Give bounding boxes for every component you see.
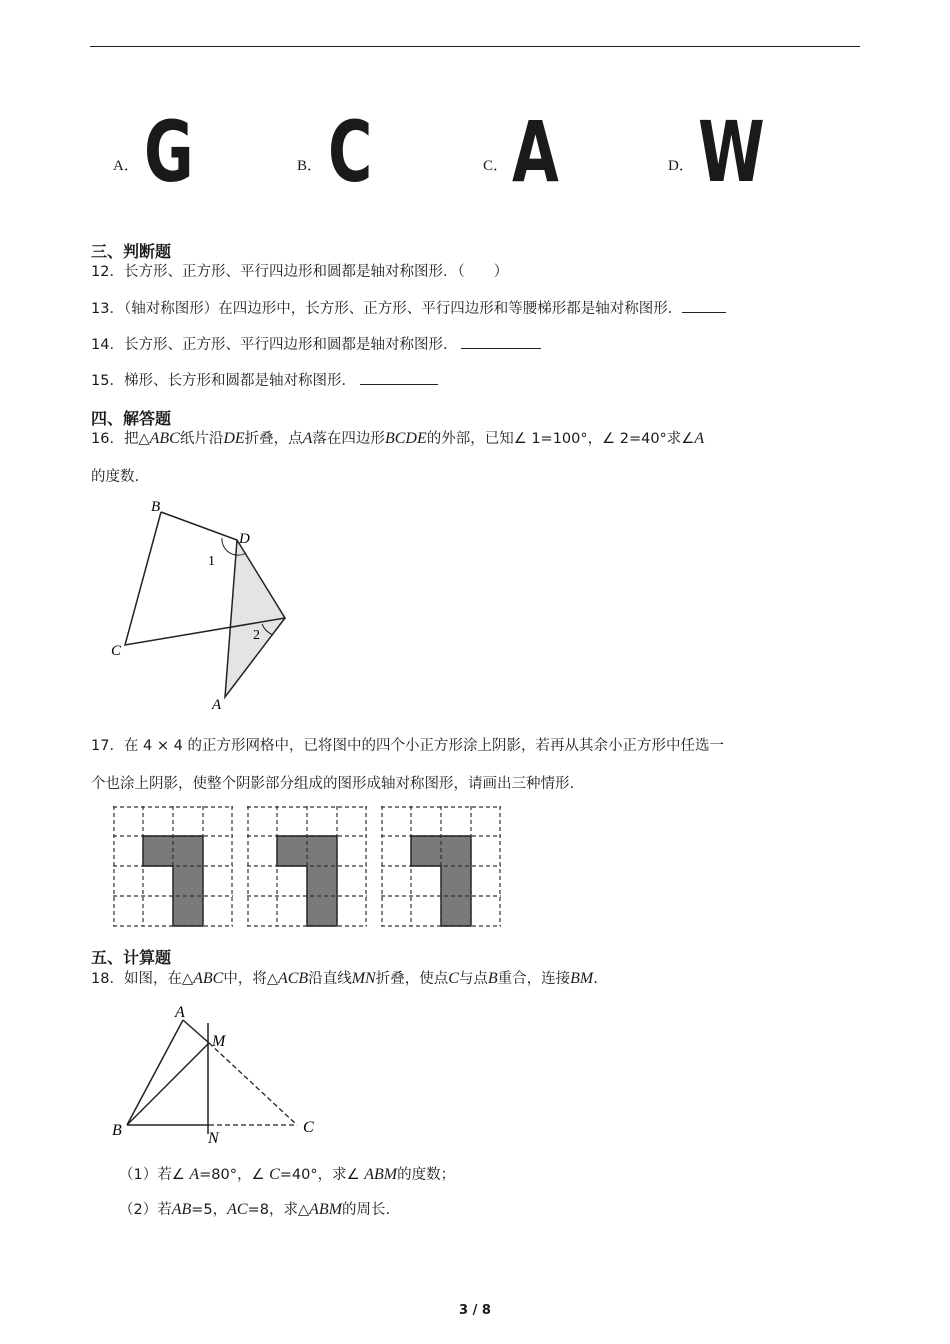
question-18 [91, 969, 598, 989]
q13-num: 13． [91, 301, 124, 317]
page-number: 3 / 8 [459, 1303, 491, 1318]
q16-bcde: BCDE [384, 430, 427, 447]
p2-ac: AC [227, 1201, 248, 1218]
q15-num: 15． [91, 373, 124, 389]
q18-text-6: 重合，连接 [497, 971, 571, 987]
q15-answer-blank[interactable] [360, 370, 438, 385]
option-b-letter: C [328, 103, 373, 201]
option-c-label: C． [483, 158, 509, 174]
question-14 [91, 334, 541, 355]
q16-a: A [302, 430, 313, 447]
q17-text-1: 在 4 × 4 的正方形网格中，已将图中的四个小正方形涂上阴影，若再从其余小正方形中任选一 [123, 738, 724, 754]
q13-answer-blank[interactable] [682, 298, 726, 313]
q16-text-1: 把△ [123, 431, 150, 447]
option-a-letter: G [144, 103, 194, 201]
q14-num: 14． [91, 337, 124, 353]
p1-abm: ABM [364, 1166, 398, 1183]
label-c: C [111, 643, 122, 659]
q18-mn: MN [351, 970, 376, 987]
q18-text-1: 如图，在△ [123, 971, 194, 987]
p1-text-a: （1）若∠ [119, 1167, 190, 1183]
question-16-line1 [91, 429, 704, 449]
label-c: C [303, 1119, 314, 1136]
label-1: 1 [208, 554, 215, 569]
p2-text-a: （2）若 [119, 1202, 172, 1218]
q16-num: 16． [91, 431, 124, 447]
q18-acb: ACB [277, 970, 309, 987]
p1-text-c: =40°，求∠ [279, 1167, 365, 1183]
q16-text-2: 纸片沿 [179, 431, 224, 447]
figure-18-triangle [105, 998, 330, 1148]
q14-text: 长方形、正方形、平行四边形和圆都是轴对称图形． [123, 337, 458, 353]
top-rule [90, 46, 860, 47]
option-c-letter: A [512, 103, 559, 201]
q16-abc: ABC [149, 430, 180, 447]
q18-c: C [448, 970, 459, 987]
q15-text: 梯形、长方形和圆都是轴对称图形． [123, 373, 356, 389]
q18-text-2: 中，将△ [223, 971, 278, 987]
p2-ab: AB [171, 1201, 192, 1218]
q18-text-4: 折叠，使点 [375, 971, 449, 987]
q18-bm: BM [570, 970, 594, 987]
question-13 [91, 298, 726, 319]
grid-2[interactable] [247, 806, 367, 927]
p2-text-c: =8，求△ [247, 1202, 310, 1218]
option-a-label: A． [113, 158, 139, 174]
p1-a: A [189, 1166, 200, 1183]
q13-text: （轴对称图形）在四边形中，长方形、正方形、平行四边形和等腰梯形都是轴对称图形． [123, 301, 683, 317]
q12-num: 12． [91, 264, 124, 280]
question-15 [91, 370, 438, 391]
question-16-line2: 的度数. [91, 469, 140, 485]
q14-answer-blank[interactable] [461, 334, 541, 349]
question-18-part1 [119, 1165, 455, 1185]
q18-text-5: 与点 [458, 971, 488, 987]
option-b-label: B． [297, 158, 323, 174]
label-n: N [208, 1130, 219, 1147]
p2-text-d: 的周长. [342, 1202, 391, 1218]
q16-text-4: 落在四边形 [312, 431, 385, 447]
label-a: A [212, 697, 222, 713]
label-m: M [212, 1033, 226, 1050]
section3-heading: 三、判断题 [91, 242, 172, 261]
p1-text-d: 的度数； [397, 1167, 456, 1183]
figure-16-fold [105, 495, 300, 715]
question-12 [91, 262, 508, 282]
shaded-triangle [225, 540, 285, 697]
question-17-line2: 个也涂上阴影，使整个阴影部分组成的图形成轴对称图形，请画出三种情形. [91, 776, 575, 792]
label-b: B [151, 499, 161, 515]
q18-text-3: 沿直线 [308, 971, 352, 987]
section4-heading: 四、解答题 [91, 409, 172, 428]
p2-text-b: =5， [191, 1202, 228, 1218]
p1-c: C [269, 1166, 280, 1183]
q16-a2: A [694, 430, 705, 447]
q16-de: DE [223, 430, 245, 447]
option-d-label: D． [668, 158, 694, 174]
option-d-letter: W [698, 103, 765, 201]
grid-1[interactable] [113, 806, 233, 927]
question-17-line1 [91, 736, 724, 756]
q18-text-7: . [593, 971, 598, 987]
grid-3[interactable] [381, 806, 501, 927]
p1-text-b: =80°，∠ [199, 1167, 270, 1183]
q18-abc: ABC [193, 970, 224, 987]
p2-abm: ABM [309, 1201, 343, 1218]
q18-b: B [487, 970, 498, 987]
q12-text: 长方形、正方形、平行四边形和圆都是轴对称图形．（ ） [123, 264, 509, 280]
q16-text-3: 折叠，点 [244, 431, 303, 447]
label-d: D [239, 531, 250, 547]
q18-num: 18． [91, 971, 124, 987]
q17-num: 17． [91, 738, 124, 754]
label-b: B [112, 1122, 122, 1139]
label-2: 2 [253, 628, 260, 643]
question-18-part2 [119, 1200, 390, 1220]
q16-text-5: 的外部，已知∠ 1=100°，∠ 2=40°求∠ [426, 431, 695, 447]
section5-heading: 五、计算题 [91, 948, 172, 967]
label-a: A [175, 1004, 185, 1021]
